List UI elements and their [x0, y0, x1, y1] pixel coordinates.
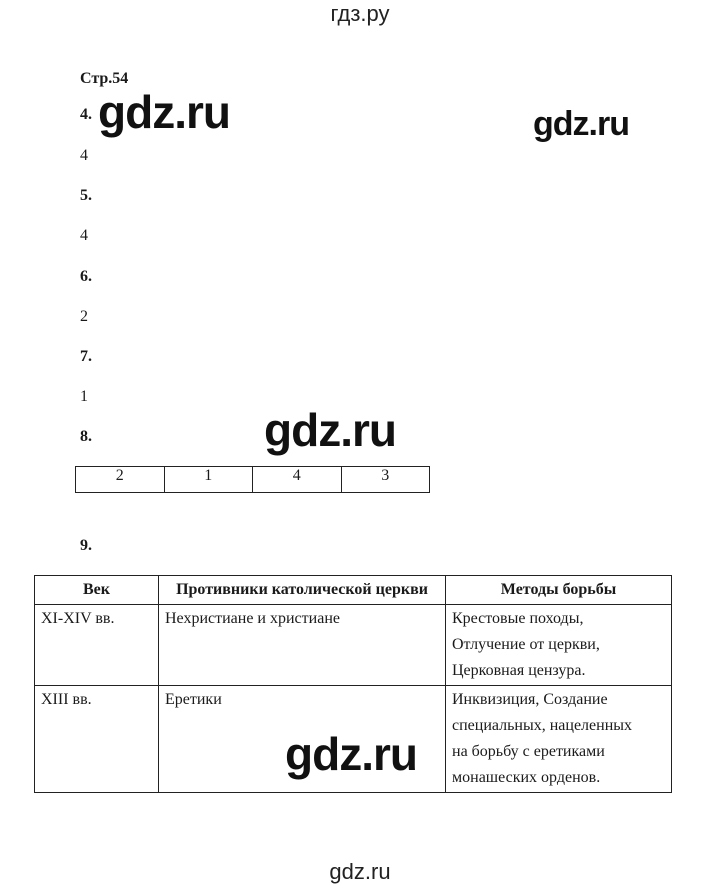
answer-text: 2 — [80, 308, 88, 325]
answer-cell: 3 — [341, 467, 430, 493]
column-header-century: Век — [35, 576, 159, 605]
cell-century: XI-XIV вв. — [35, 605, 159, 686]
cell-methods — [446, 686, 672, 793]
question-number: 7. — [80, 348, 92, 365]
table-row — [35, 605, 672, 686]
answer-text: 4 — [80, 227, 88, 244]
answer-cell: 4 — [253, 467, 342, 493]
cell-century: XIII вв. — [35, 686, 159, 793]
watermark: gdz.ru — [285, 728, 417, 780]
question-number: 9. — [80, 537, 92, 554]
method-line: на борьбу с еретиками — [452, 743, 605, 760]
question-number: 8. — [80, 428, 92, 445]
page-label: Стр.54 — [80, 70, 129, 87]
cell-opponents: Нехристиане и христиане — [159, 605, 446, 686]
watermark: gdz.ru — [533, 105, 629, 143]
method-line: Крестовые походы, — [452, 610, 584, 627]
watermark: gdz.ru — [98, 86, 230, 138]
method-line: специальных, нацеленных — [452, 717, 633, 734]
answer-cell: 1 — [164, 467, 253, 493]
answer-cell: 2 — [76, 467, 165, 493]
column-header-opponents: Противники католической церкви — [159, 576, 446, 605]
question-number: 6. — [80, 268, 92, 285]
table-header-row — [35, 576, 672, 605]
method-line: Инквизиция, Создание — [452, 691, 608, 708]
question-number: 5. — [80, 187, 92, 204]
answer-order-table — [75, 466, 430, 493]
site-footer: gdz.ru — [329, 859, 391, 884]
watermark: gdz.ru — [264, 404, 396, 456]
method-line: монашеских орденов. — [452, 769, 601, 786]
answer-text: 4 — [80, 147, 88, 164]
column-header-methods: Методы борьбы — [446, 576, 672, 605]
site-header: гдз.ру — [330, 1, 390, 26]
answer-text: 1 — [80, 388, 88, 405]
method-line: Отлучение от церкви, — [452, 636, 600, 653]
cell-opponents: Еретики — [159, 686, 446, 793]
method-line: Церковная цензура. — [452, 662, 586, 679]
cell-methods — [446, 605, 672, 686]
question-number: 4. — [80, 106, 92, 123]
